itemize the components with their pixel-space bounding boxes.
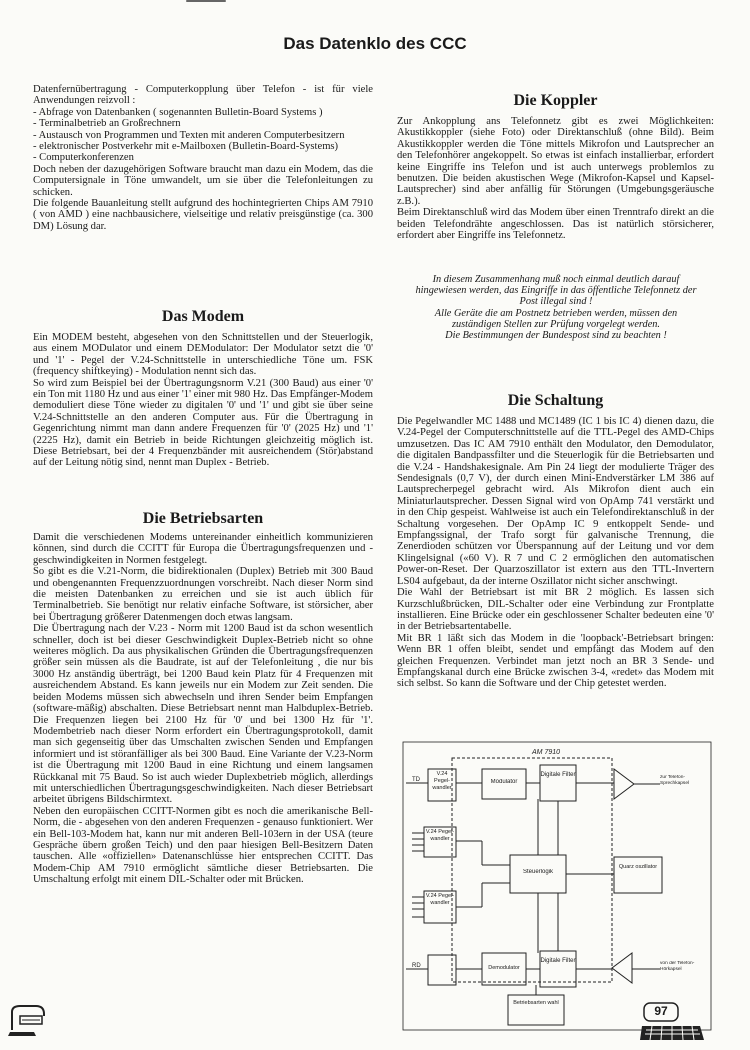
heading-modem: Das Modem [161, 308, 245, 325]
intro-line: Doch neben der dazugehörigen Software braucht man dazu ein Modem, das die Computersignale in Töne umwandelt, um sie über die Telefonleitungen zu schicken. [33, 163, 373, 198]
intro-line: Die folgende Bauanleitung stellt aufgrund des hochintegrierten Chips AM 7910 ( von AMD ) eine nachbausichere, vielseitige und relativ preisgünstige (ca. 300 DM) Lösung dar. [33, 198, 373, 232]
intro-line: - elektronischer Postverkehr mit e-Mailboxen (Bulletin-Board-Systems) [33, 141, 339, 153]
notice-line: Alle Geräte die am Postnetz betrieben werden, müssen den zuständigen Stellen zur Prüfung vorgelegt werden. [434, 307, 678, 330]
heading-betriebsarten: Die Betriebsarten [142, 510, 264, 527]
intro-line: - Abfrage von Datenbanken ( sogenannten Bulletin-Board Systems ) [33, 106, 323, 118]
chip-label: AM 7910 [532, 749, 561, 756]
label-in: von der Telefon-Hörkapsel [660, 961, 695, 972]
koppler-section [397, 116, 714, 241]
heading-schaltung: Die Schaltung [507, 392, 604, 409]
page-title: Das Datenklo des CCC [283, 34, 467, 53]
schaltung-section [397, 416, 714, 690]
notice-line: Die Bestimmungen der Bundespost sind zu beachten ! [445, 330, 667, 342]
koppler-paragraph: Zur Ankopplung ans Telefonnetz gibt es zwei Möglichkeiten: Akustikkoppler (siehe Foto) oder Direktanschluß (ohne Bild). Beim Akustikkoppler werden die Töne mittels Mikrofon und Lautsprecher an den Telefonhörer angekoppelt. So etwas ist einfach installierbar, erfordert keine Eingriffe ins Telefon und ist auch unterwegs problemlos zu benutzen. Die beiden akustischen Wege (Mikrofon-Kapsel und Kapsel-Lautsprecher) sind aber anfällig für Störungen (Umgebungsgeräusche z.B.). [397, 116, 714, 207]
schaltung-paragraph: Mit BR 1 läßt sich das Modem in die 'loopback'-Betriebsart bringen: Wenn BR 1 offen bleibt, sendet und empfängt das Modem auf den gleichen Frequenzen. Verbindet man jetzt noch an BR 3 Sende- und Empfangskanal durch eine Brücke zwischen 3-4, «redet» das Modem mit sich selbst. So kann die Software und der Chip getestet werden. [397, 632, 714, 690]
intro-line: - Austausch von Programmen und Texten mit anderen Computerbesitzern [33, 129, 345, 141]
label-betriebsarten: Betriebsarten wahl [513, 1000, 559, 1006]
ccc-logo-icon [6, 1000, 50, 1040]
top-edge-mark [186, 0, 226, 2]
label-filter-1: Digitale Filter [540, 772, 576, 778]
amp-in-triangle [612, 953, 632, 983]
label-quarz: Quarz oszillator [618, 864, 658, 870]
modem-section [33, 332, 373, 469]
page-number-badge [640, 1000, 706, 1044]
label-pegel-1: V.24 Pegel-wandler [432, 771, 452, 791]
notice-line: In diesem Zusammenhang muß noch einmal deutlich darauf hingewiesen werden, das Eingriffe in das öffentliche Telefonnetz der Post illegal sind ! [415, 274, 697, 308]
page-number: 97 [654, 1004, 668, 1018]
legal-notice [412, 274, 700, 341]
schaltung-paragraph: Die Wahl der Betriebsart ist mit BR 2 möglich. Es lassen sich Kurzschlußbrücken, DIL-Schalter oder eine Verbindung zur Frontplatte installieren. Eine Brücke oder ein geschlossener Schalter bedeuten eine '0' in der Betriebsartentabelle. [397, 587, 714, 633]
intro-line: - Computerkonferenzen [33, 152, 134, 164]
modem-paragraph: Ein MODEM besteht, abgesehen von den Schnittstellen und der Steuerlogik, aus einem MODulator und einem DEModulator: Der Modulator setzt die '0' und '1' - Pegel der V.24-Schnittstelle in unterschiedliche Töne um. FSK (frequency shiftkeying) - Modulation nennt sich das. [33, 332, 373, 378]
label-pegel-3: V.24 Pegel-wandler [425, 893, 455, 906]
betriebsarten-paragraph: Damit die verschiedenen Modems untereinander einheitlich kommunizieren können, sind durch die CCITT für Europa die Übertragungsfrequenzen und -geschwindigkeiten in Normen festgelegt. [33, 532, 373, 566]
label-out: zur Telefon-Sprechkapsel [660, 775, 690, 786]
td-label: TD [412, 777, 420, 783]
block-diagram-svg [402, 741, 712, 1031]
intro-line: - Terminalbetrieb an Großrechnern [33, 118, 181, 130]
label-filter-2: Digitale Filter [540, 958, 576, 964]
betriebsarten-paragraph: Die Übertragung nach der V.23 - Norm mit 1200 Baud ist da schon wesentlich schneller, doch ist bei dieser Geschwindigkeit Duplex-Betrieb nicht so ohne weiteres möglich. Da aus physikalischen Gründen die Übertragungsfrequenzen größer sein müssen als die Baudrate, ist auf der Telefonleitung , die nur bis 3000 Hz anständig überträgt, bei 1200 Baud kein Platz für 4 Frequenzen mit ausreichendem Abstand. Es kann jeweils nur ein Modem zur Zeit senden. Die beiden Modems müssen sich abwechseln und ihren Sender beim Empfangen (software-mäßig) abschalten. Diese Betriebsart nennt man Halbduplex-Betrieb. Die Frequenzen liegen bei 2100 Hz für '0' und bei 1300 Hz für '1'. Modembetrieb nach dieser Norm erfordert ein Übertragungsprotokoll, damit man sich gegenseitig über das Umschalten zwischen Senden und Empfangen informiert und ist störanfälliger als bei 300 Baud. Eine Variante der V.23-Norm ist die Übertragung mit 1200 Baud in eine Richtung und einem langsamen Rückkanal mit 75 Baud. So ist auch wieder Duplexbetrieb möglich, allerdings mit unterschiedlichen Übertragungsgeschwindigkeiten. Nach dieser Betriebsart arbeitet übrigens Bildschirmtext. [33, 623, 373, 806]
block-diagram [402, 741, 712, 1031]
label-modulator: Modulator [490, 779, 518, 785]
intro-line: Datenfernübertragung - Computerkopplung über Telefon - ist für viele Anwendungen reizvoll : [33, 84, 373, 107]
amp-out-triangle [614, 769, 634, 799]
betriebsarten-paragraph: So gibt es die V.21-Norm, die bidirektionalen (Duplex) Betrieb mit 300 Baud und obengenannten Frequenzzuordnungen vorschreibt. Nach dieser Norm sind die meisten Datenbanken zu erreichen und sie ist auch üblich für Terminalbetrieb. Sie benötigt nur relativ einfache Software, ist störsicher, aber bei Übertragung größerer Datenmengen doch etwas langsam. [33, 566, 373, 623]
koppler-paragraph: Beim Direktanschluß wird das Modem über einen Trenntrafo direkt an die beiden Telefondrähte angeschlossen. Das ist natürlich störsicherer, erfordert aber Eingriffe ins Telefonnetz. [397, 207, 714, 242]
betriebsarten-paragraph: Neben den europäischen CCITT-Normen gibt es noch die amerikanische Bell- Norm, die - abgesehen von den anderen Frequenzen - genauso funktioniert. Wer ein Bell-103-Modem hat, kann nur mit anderen Bell-103ern in der USA (teure Gespräche übern großen Teich) und den paar hiesigen Bell-Besitzern Daten tauschen. Alle «offiziellen» Datenanschlüsse hier entsprechen CCITT. Das Modem-Chip AM 7910 ermöglicht sämtliche dieser Betriebsarten. Die Umschaltung erfolgt mit einem DIL-Schalter oder mit Brücken. [33, 805, 373, 886]
label-demodulator: Demodulator [488, 965, 520, 971]
rd-label: RD [412, 963, 421, 969]
heading-koppler: Die Koppler [513, 92, 598, 109]
label-steuerlogik: Steuerlogik [522, 869, 554, 875]
label-pegel-2: V.24 Pegel-wandler [425, 829, 455, 842]
schaltung-paragraph: Die Pegelwandler MC 1488 und MC1489 (IC 1 bis IC 4) dienen dazu, die V.24-Pegel der Computerschnittstelle auf die TTL-Pegel des AMD-Chips umzusetzen. Das IC AM 7910 enthält den Modulator, den Demodulator, die digitalen Bandpassfilter und die Steuerlogik für die Betriebsarten und die V.24 - Handshakesignale. Am Pin 24 liegt der modulierte Träger des Sendesignals (0,7 V), der durch einen Mini-Endverstärker LM 386 auf Lautsprecherpegel gebracht wird. Als Mikrofon dient auch ein Miniaturlautsprecher. Dessen Signal wird von OpAmp 741 verstärkt und in den Chip gespeist. Wahlweise ist auch ein Telefondirektanschluß in der Schaltung vorgesehen. Der OpAmp IC 9 entkoppelt Sende- und Empfangssignal, der Trafo sorgt für galvanische Trennung, die Zenerdioden schützen vor Überspannung auf der Leitung und vor dem Klingelsignal («60 V). R 7 und C 2 ermöglichen den automatischen Power-on-Reset. Der Quarzoszillator ist extern aus den TTL-Invertern LS04 aufgebaut, da der interne Oszillator nicht sicher anschwingt. [397, 416, 714, 587]
modem-paragraph: So wird zum Beispiel bei der Übertragungsnorm V.21 (300 Baud) aus einer '0' ein Ton mit 1180 Hz und aus einer '1' einer mit 980 Hz. Das Empfänger-Modem demoduliert diese Töne wieder zu digitalen '0' und '1' und gibt sie über seine V.24-Schnittstelle an den anderen Computer aus. Für die Übertragung in Gegenrichtung nimmt man dann andere Frequenzen für '0' (2025 Hz) und '1' (2225 Hz), damit ein Betrieb in beide Richtungen gleichzeitig möglich ist. Diese Betriebsart, bei der 4 Frequenzbänder mit ausreichendem (Stör)abstand auf der Leitung nötig sind, nennt man Duplex - Betrieb. [33, 377, 373, 469]
betriebsarten-section [33, 532, 373, 886]
intro-section [33, 84, 373, 232]
